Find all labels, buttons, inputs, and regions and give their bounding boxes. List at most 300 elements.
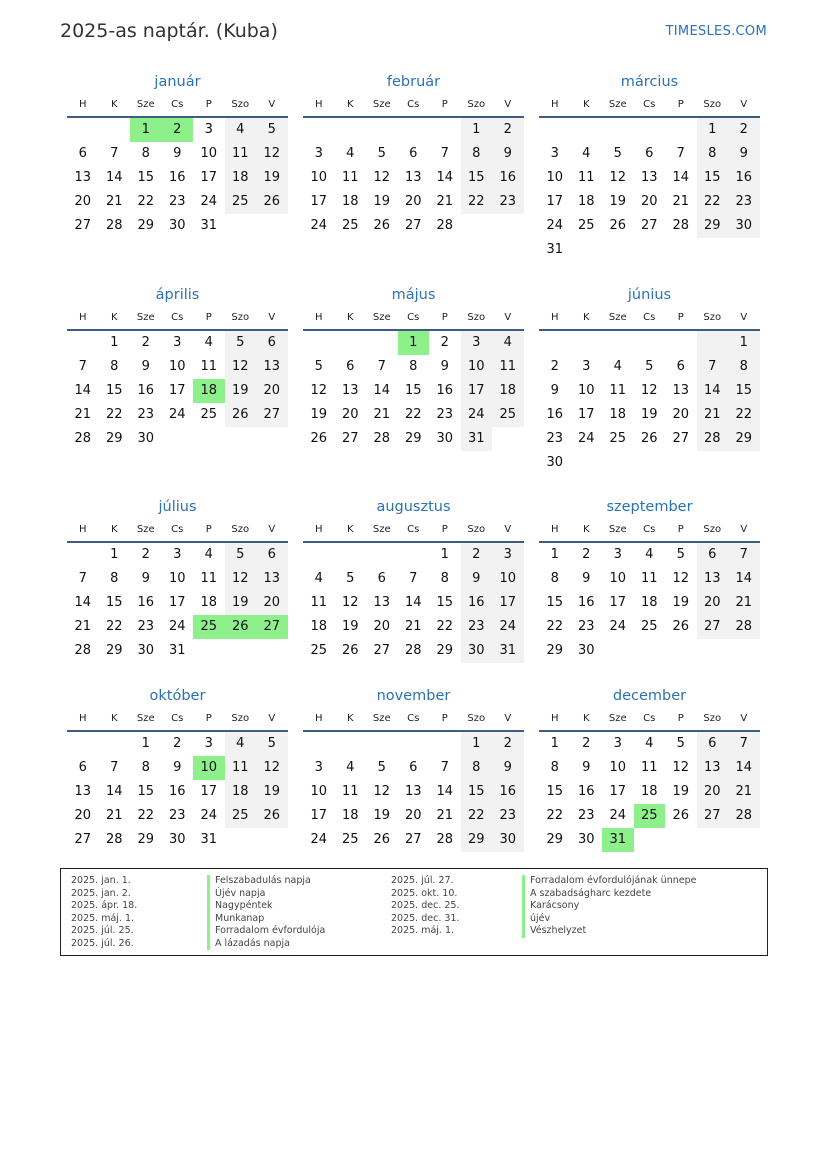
day-cell: 3 xyxy=(314,146,323,161)
day-cell: 16 xyxy=(492,166,524,190)
day-cell: 8 xyxy=(409,359,418,374)
weekday-label: P xyxy=(205,524,212,535)
day-cell: 4 xyxy=(314,571,323,586)
day-cell: 31 xyxy=(602,828,634,852)
day-cell: 27 xyxy=(640,218,658,233)
day-cell: 30 xyxy=(137,431,155,446)
day-cell: 1 xyxy=(110,335,119,350)
day-cell: 3 xyxy=(461,331,493,355)
day-cell: 1 xyxy=(550,547,559,562)
empty-cell xyxy=(571,331,603,355)
weekday-label: Szo xyxy=(231,713,250,724)
day-cell: 11 xyxy=(310,595,328,610)
month-title: november xyxy=(376,688,451,704)
day-cell: 30 xyxy=(168,218,186,233)
day-cell: 16 xyxy=(168,784,186,799)
weekday-header xyxy=(67,94,288,118)
day-cell: 24 xyxy=(609,808,627,823)
month-calendar xyxy=(539,686,760,851)
day-cell: 2 xyxy=(162,118,194,142)
day-cell: 1 xyxy=(461,732,493,756)
day-cell: 12 xyxy=(225,567,257,591)
day-cell: 1 xyxy=(141,736,150,751)
day-cell: 1 xyxy=(440,547,449,562)
weekday-label: P xyxy=(441,312,448,323)
day-cell: 10 xyxy=(200,146,218,161)
legend-holiday-date: 2025. dec. 25. xyxy=(391,900,460,911)
day-cell: 30 xyxy=(461,639,493,663)
weekday-label: V xyxy=(740,713,748,724)
empty-cell xyxy=(225,427,257,451)
day-cell: 20 xyxy=(74,808,92,823)
weekday-label: P xyxy=(677,312,684,323)
legend-holiday-date: 2025. máj. 1. xyxy=(391,925,455,936)
weekday-label: Cs xyxy=(171,99,184,110)
legend-holiday-name: Felszabadulás napja xyxy=(207,875,325,888)
day-cell: 18 xyxy=(577,194,595,209)
site-link[interactable]: TIMESLES.COM xyxy=(665,24,767,39)
day-cell: 19 xyxy=(225,591,257,615)
day-cell: 28 xyxy=(436,218,454,233)
empty-cell xyxy=(225,828,257,852)
day-cell: 27 xyxy=(404,218,422,233)
month-calendar xyxy=(539,497,760,662)
day-cell: 16 xyxy=(728,166,760,190)
day-cell: 25 xyxy=(577,218,595,233)
day-cell: 29 xyxy=(546,643,564,658)
empty-cell xyxy=(398,732,430,756)
day-cell: 14 xyxy=(672,170,690,185)
weekday-label: Szo xyxy=(467,713,486,724)
day-cell: 29 xyxy=(461,828,493,852)
empty-cell xyxy=(539,331,571,355)
legend-holiday-name: A szabadságharc kezdete xyxy=(522,888,696,901)
day-cell: 29 xyxy=(105,643,123,658)
weekday-label: Cs xyxy=(643,713,656,724)
day-cell: 2 xyxy=(492,732,524,756)
day-cell: 9 xyxy=(492,142,524,166)
day-cell: 11 xyxy=(640,760,658,775)
day-cell: 26 xyxy=(310,431,328,446)
day-cell: 21 xyxy=(697,403,729,427)
day-cell: 14 xyxy=(105,784,123,799)
day-cell: 18 xyxy=(341,194,359,209)
empty-cell xyxy=(67,331,99,355)
day-cell: 6 xyxy=(78,760,87,775)
weekday-label: K xyxy=(582,99,590,110)
day-cell: 7 xyxy=(110,146,119,161)
day-cell: 23 xyxy=(546,431,564,446)
day-cell: 9 xyxy=(141,571,150,586)
day-cell: 12 xyxy=(341,595,359,610)
empty-cell xyxy=(256,639,288,663)
weekday-label: Szo xyxy=(703,713,722,724)
day-cell: 23 xyxy=(728,190,760,214)
day-cell: 16 xyxy=(461,591,493,615)
day-cell: 26 xyxy=(225,403,257,427)
day-cell: 5 xyxy=(377,146,386,161)
legend-holiday-date: 2025. jan. 2. xyxy=(71,887,131,899)
legend-holiday-date: 2025. okt. 10. xyxy=(391,887,458,899)
weekday-label: Cs xyxy=(407,524,420,535)
day-cell: 1 xyxy=(550,736,559,751)
day-cell: 19 xyxy=(609,194,627,209)
empty-cell xyxy=(571,238,603,262)
weekday-header xyxy=(303,307,524,331)
day-cell: 10 xyxy=(577,383,595,398)
legend-holiday-name: Forradalom évfordulója xyxy=(207,925,325,938)
day-cell: 31 xyxy=(492,639,524,663)
weekday-label: K xyxy=(110,312,118,323)
month-calendar xyxy=(303,686,524,851)
weekday-label: Cs xyxy=(643,99,656,110)
day-cell: 2 xyxy=(461,543,493,567)
day-cell: 4 xyxy=(613,359,622,374)
legend-holiday-date: 2025. dec. 31. xyxy=(391,912,460,924)
day-cell: 16 xyxy=(137,383,155,398)
day-cell: 11 xyxy=(609,383,627,398)
day-cell: 17 xyxy=(609,784,627,799)
weekday-label: Sze xyxy=(372,99,391,110)
empty-cell xyxy=(602,118,634,142)
weekday-label: K xyxy=(346,312,354,323)
day-cell: 17 xyxy=(546,194,564,209)
day-cell: 4 xyxy=(225,118,257,142)
day-cell: 12 xyxy=(256,142,288,166)
month-title: június xyxy=(627,287,672,303)
weekday-label: P xyxy=(205,312,212,323)
day-cell: 10 xyxy=(546,170,564,185)
empty-cell xyxy=(665,451,697,475)
weekday-label: P xyxy=(205,713,212,724)
empty-cell xyxy=(697,451,729,475)
weekday-label: Sze xyxy=(372,524,391,535)
day-cell: 28 xyxy=(436,832,454,847)
day-cell: 21 xyxy=(74,619,92,634)
day-cell: 8 xyxy=(440,571,449,586)
legend-names-left xyxy=(207,875,325,950)
empty-cell xyxy=(398,543,430,567)
day-cell: 6 xyxy=(645,146,654,161)
day-cell: 31 xyxy=(461,427,493,451)
day-cell: 29 xyxy=(728,427,760,451)
month-calendar xyxy=(303,497,524,662)
month-title: szeptember xyxy=(606,499,693,515)
day-cell: 22 xyxy=(546,619,564,634)
legend-holiday-name: Forradalom évfordulójának ünnepe xyxy=(522,875,696,888)
day-cell: 18 xyxy=(640,595,658,610)
month-title: augusztus xyxy=(376,499,451,515)
day-cell: 27 xyxy=(672,431,690,446)
month-calendar xyxy=(539,285,760,470)
day-cell: 1 xyxy=(398,331,430,355)
day-cell: 28 xyxy=(105,218,123,233)
day-cell: 11 xyxy=(341,784,359,799)
day-cell: 10 xyxy=(193,756,225,780)
weekday-label: Szo xyxy=(703,99,722,110)
day-cell: 4 xyxy=(645,547,654,562)
weekday-label: Cs xyxy=(171,524,184,535)
day-cell: 26 xyxy=(256,804,288,828)
day-cell: 30 xyxy=(436,431,454,446)
day-cell: 31 xyxy=(200,832,218,847)
day-cell: 12 xyxy=(225,355,257,379)
day-cell: 19 xyxy=(341,619,359,634)
day-cell: 13 xyxy=(404,784,422,799)
weekday-label: Sze xyxy=(608,713,627,724)
day-cell: 30 xyxy=(728,214,760,238)
empty-cell xyxy=(665,238,697,262)
month-calendar xyxy=(539,72,760,257)
legend-holiday-name: újév xyxy=(522,913,696,926)
month-calendar xyxy=(67,497,288,662)
day-cell: 22 xyxy=(137,194,155,209)
day-cell: 9 xyxy=(582,571,591,586)
empty-cell xyxy=(728,238,760,262)
day-cell: 5 xyxy=(225,331,257,355)
day-cell: 15 xyxy=(105,595,123,610)
day-cell: 17 xyxy=(577,407,595,422)
day-cell: 11 xyxy=(200,359,218,374)
day-cell: 9 xyxy=(492,756,524,780)
day-cell: 11 xyxy=(225,756,257,780)
day-cell: 17 xyxy=(168,383,186,398)
day-cell: 5 xyxy=(645,359,654,374)
day-cell: 9 xyxy=(173,760,182,775)
month-calendar xyxy=(67,72,288,237)
day-cell: 4 xyxy=(204,547,213,562)
day-cell: 28 xyxy=(105,832,123,847)
weekday-label: H xyxy=(78,99,87,110)
day-cell: 24 xyxy=(492,615,524,639)
legend-holiday-date: 2025. ápr. 18. xyxy=(71,900,138,911)
day-cell: 15 xyxy=(404,383,422,398)
empty-cell xyxy=(665,828,697,852)
day-cell: 12 xyxy=(672,571,690,586)
day-cell: 9 xyxy=(728,142,760,166)
day-cell: 24 xyxy=(461,403,493,427)
day-cell: 15 xyxy=(546,784,564,799)
day-cell: 25 xyxy=(341,832,359,847)
day-cell: 13 xyxy=(74,784,92,799)
empty-cell xyxy=(256,427,288,451)
weekday-label: P xyxy=(677,524,684,535)
weekday-label: V xyxy=(268,713,276,724)
weekday-label: Cs xyxy=(643,524,656,535)
legend-dates-left xyxy=(71,875,137,950)
day-cell: 20 xyxy=(373,619,391,634)
days-grid xyxy=(67,732,288,852)
weekday-label: Sze xyxy=(608,312,627,323)
day-cell: 7 xyxy=(676,146,685,161)
day-cell: 5 xyxy=(613,146,622,161)
day-cell: 30 xyxy=(546,455,564,470)
day-cell: 9 xyxy=(582,760,591,775)
day-cell: 11 xyxy=(225,142,257,166)
day-cell: 29 xyxy=(404,431,422,446)
empty-cell xyxy=(665,118,697,142)
day-cell: 20 xyxy=(404,194,422,209)
day-cell: 26 xyxy=(609,218,627,233)
empty-cell xyxy=(634,238,666,262)
day-cell: 15 xyxy=(546,595,564,610)
day-cell: 4 xyxy=(346,146,355,161)
day-cell: 2 xyxy=(141,335,150,350)
day-cell: 25 xyxy=(341,218,359,233)
day-cell: 19 xyxy=(672,595,690,610)
page-title: 2025-as naptár. (Kuba) xyxy=(60,20,278,42)
weekday-header xyxy=(303,519,524,543)
day-cell: 30 xyxy=(577,832,595,847)
day-cell: 5 xyxy=(676,736,685,751)
empty-cell xyxy=(303,331,335,355)
legend-holiday-date: 2025. jan. 1. xyxy=(71,875,131,886)
day-cell: 23 xyxy=(577,808,595,823)
day-cell: 5 xyxy=(314,359,323,374)
day-cell: 24 xyxy=(609,619,627,634)
day-cell: 17 xyxy=(461,379,493,403)
legend-holiday-name: Nagypéntek xyxy=(207,900,325,913)
legend-names-right xyxy=(522,875,696,938)
day-cell: 21 xyxy=(105,808,123,823)
day-cell: 28 xyxy=(672,218,690,233)
day-cell: 28 xyxy=(697,427,729,451)
empty-cell xyxy=(366,543,398,567)
empty-cell xyxy=(366,732,398,756)
empty-cell xyxy=(728,639,760,663)
day-cell: 10 xyxy=(310,170,328,185)
month-title: július xyxy=(158,499,197,515)
day-cell: 22 xyxy=(461,190,493,214)
holiday-legend xyxy=(60,868,768,956)
days-grid xyxy=(67,331,288,451)
weekday-label: Sze xyxy=(136,312,155,323)
day-cell: 16 xyxy=(577,784,595,799)
empty-cell xyxy=(697,639,729,663)
day-cell: 21 xyxy=(728,780,760,804)
weekday-label: Sze xyxy=(372,713,391,724)
days-grid xyxy=(303,732,524,852)
month-calendar xyxy=(303,72,524,237)
day-cell: 11 xyxy=(640,571,658,586)
day-cell: 17 xyxy=(609,595,627,610)
day-cell: 6 xyxy=(676,359,685,374)
day-cell: 22 xyxy=(105,407,123,422)
day-cell: 10 xyxy=(168,359,186,374)
empty-cell xyxy=(335,118,367,142)
day-cell: 21 xyxy=(436,194,454,209)
day-cell: 8 xyxy=(110,571,119,586)
day-cell: 3 xyxy=(204,122,213,137)
day-cell: 16 xyxy=(492,780,524,804)
days-grid xyxy=(303,118,524,238)
day-cell: 20 xyxy=(256,379,288,403)
day-cell: 3 xyxy=(173,547,182,562)
weekday-label: P xyxy=(441,713,448,724)
empty-cell xyxy=(602,639,634,663)
day-cell: 20 xyxy=(640,194,658,209)
day-cell: 23 xyxy=(577,619,595,634)
day-cell: 23 xyxy=(436,407,454,422)
day-cell: 19 xyxy=(225,379,257,403)
day-cell: 17 xyxy=(200,170,218,185)
weekday-label: K xyxy=(346,524,354,535)
weekday-label: Sze xyxy=(136,524,155,535)
weekday-header xyxy=(303,94,524,118)
weekday-label: Szo xyxy=(467,524,486,535)
day-cell: 13 xyxy=(373,595,391,610)
day-cell: 28 xyxy=(74,431,92,446)
day-cell: 3 xyxy=(204,736,213,751)
day-cell: 25 xyxy=(310,643,328,658)
day-cell: 4 xyxy=(346,760,355,775)
day-cell: 29 xyxy=(137,218,155,233)
month-title: december xyxy=(612,688,687,704)
empty-cell xyxy=(697,828,729,852)
day-cell: 6 xyxy=(697,543,729,567)
empty-cell xyxy=(571,118,603,142)
day-cell: 24 xyxy=(168,407,186,422)
day-cell: 23 xyxy=(168,808,186,823)
empty-cell xyxy=(99,732,131,756)
empty-cell xyxy=(303,732,335,756)
empty-cell xyxy=(398,118,430,142)
legend-holiday-name: Munkanap xyxy=(207,913,325,926)
empty-cell xyxy=(634,451,666,475)
empty-cell xyxy=(728,451,760,475)
day-cell: 21 xyxy=(105,194,123,209)
day-cell: 12 xyxy=(256,756,288,780)
empty-cell xyxy=(461,214,493,238)
day-cell: 9 xyxy=(550,383,559,398)
days-grid xyxy=(303,331,524,451)
weekday-label: V xyxy=(268,99,276,110)
day-cell: 22 xyxy=(461,804,493,828)
day-cell: 10 xyxy=(609,571,627,586)
weekday-header xyxy=(67,307,288,331)
weekday-label: V xyxy=(268,312,276,323)
day-cell: 10 xyxy=(461,355,493,379)
empty-cell xyxy=(665,639,697,663)
day-cell: 22 xyxy=(546,808,564,823)
day-cell: 11 xyxy=(577,170,595,185)
day-cell: 1 xyxy=(130,118,162,142)
day-cell: 24 xyxy=(200,194,218,209)
day-cell: 20 xyxy=(341,407,359,422)
day-cell: 18 xyxy=(609,407,627,422)
day-cell: 17 xyxy=(492,591,524,615)
day-cell: 17 xyxy=(168,595,186,610)
day-cell: 25 xyxy=(492,403,524,427)
day-cell: 22 xyxy=(697,190,729,214)
day-cell: 13 xyxy=(74,170,92,185)
day-cell: 20 xyxy=(74,194,92,209)
weekday-label: V xyxy=(740,99,748,110)
day-cell: 20 xyxy=(697,591,729,615)
empty-cell xyxy=(571,451,603,475)
day-cell: 8 xyxy=(461,756,493,780)
day-cell: 7 xyxy=(110,760,119,775)
weekday-label: Szo xyxy=(231,99,250,110)
day-cell: 15 xyxy=(137,784,155,799)
weekday-label: P xyxy=(677,99,684,110)
day-cell: 10 xyxy=(310,784,328,799)
day-cell: 5 xyxy=(676,547,685,562)
empty-cell xyxy=(697,331,729,355)
day-cell: 10 xyxy=(492,567,524,591)
empty-cell xyxy=(665,331,697,355)
legend-holiday-date: 2025. júl. 25. xyxy=(71,925,134,936)
